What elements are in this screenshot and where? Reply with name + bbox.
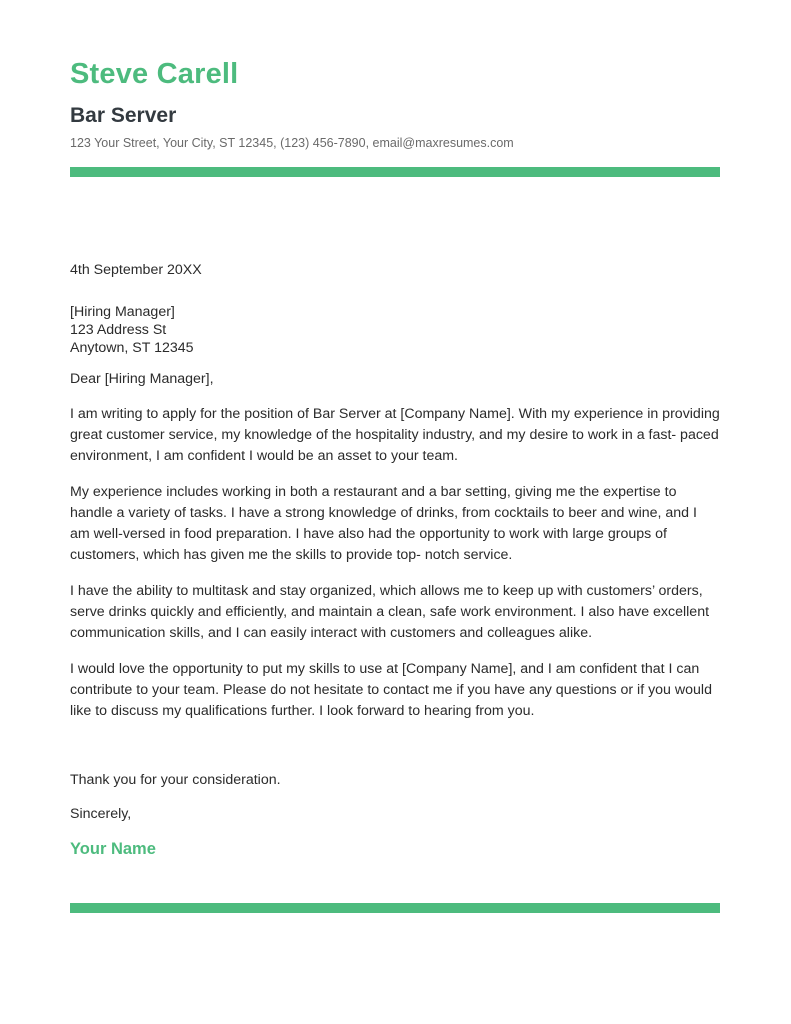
body-paragraph-2: My experience includes working in both a restaurant and a bar setting, giving me the expertise to handle a variety of tasks. I have a strong knowledge of drinks, from cocktails to beer and wine, and I am well-versed in food preparation. I have also had the opportunity to work with large groups of customers, which has given me the skills to provide top- notch service. [70, 484, 697, 563]
header-divider [70, 167, 720, 177]
letter-closing: Sincerely, [70, 806, 132, 822]
letter-greeting: Dear [Hiring Manager], [70, 371, 214, 387]
cover-letter-page [70, 0, 720, 1024]
recipient-street: 123 Address St [70, 322, 167, 338]
applicant-name: Steve Carell [70, 58, 239, 90]
job-title: Bar Server [70, 104, 177, 127]
contact-info: 123 Your Street, Your City, ST 12345, (123) 456-7890, email@maxresumes.com [70, 136, 514, 150]
footer-divider [70, 903, 720, 913]
body-paragraph-3: I have the ability to multitask and stay organized, which allows me to keep up with customers’ orders, serve drinks quickly and efficiently, and maintain a clean, safe work environment. I also have excellent communication skills, and I can easily interact with customers and colleagues alike. [70, 583, 710, 641]
signature-name: Your Name [70, 840, 156, 858]
recipient-city: Anytown, ST 12345 [70, 340, 194, 356]
body-paragraph-4: I would love the opportunity to put my skills to use at [Company Name], and I am confident that I can contribute to your team. Please do not hesitate to contact me if you have any questions or if you would like to discuss my qualifications further. I look forward to hearing from you. [70, 661, 712, 719]
recipient-name: [Hiring Manager] [70, 304, 175, 320]
body-paragraph-1: I am writing to apply for the position of Bar Server at [Company Name]. With my experience in providing great customer service, my knowledge of the hospitality industry, and my desire to work in a fast- paced environment, I am confident I would be an asset to your team. [70, 406, 720, 464]
letter-body [70, 404, 720, 722]
recipient-address [70, 303, 720, 357]
letter-date: 4th September 20XX [70, 262, 202, 278]
letter-thanks: Thank you for your consideration. [70, 772, 281, 788]
